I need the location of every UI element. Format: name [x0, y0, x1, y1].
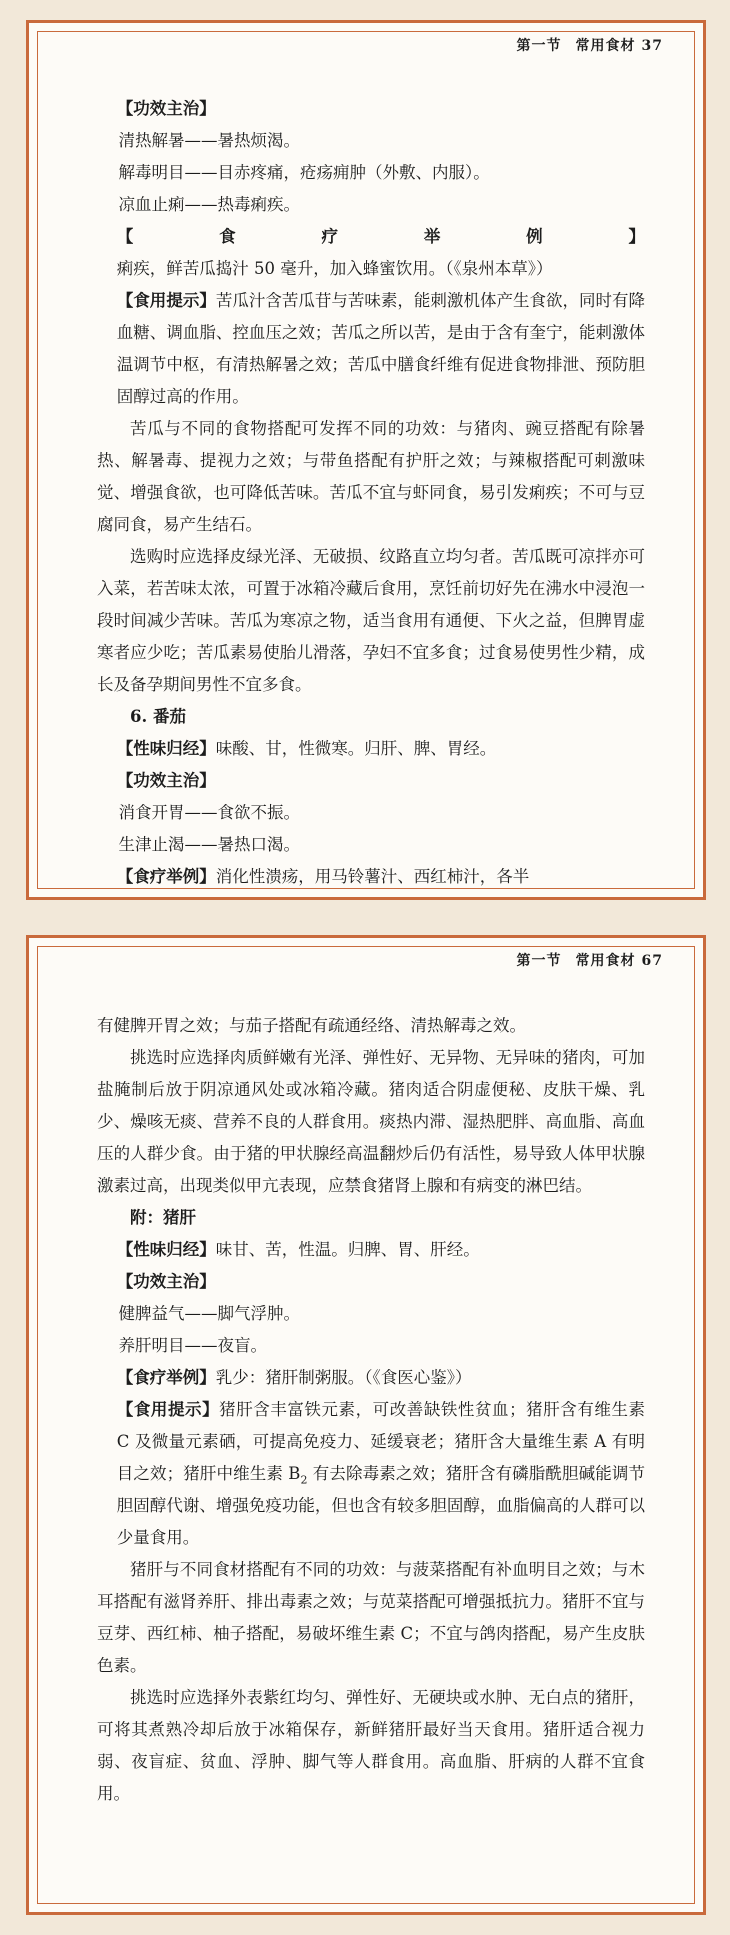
usage-tip: 【食用提示】猪肝含丰富铁元素，可改善缺铁性贫血；猪肝含有维生素 C 及微量元素硒，可提高免疫力、延缓衰老；猪肝含大量维生素 A 有明目之效；猪肝中维生素 $B_2$ 有去除毒素之效；猪肝含有磷脂酰胆碱能调节胆固醇代谢、增强免疫功能，但也含有较多胆固醇，血脂偏高的人群可以少量食用。 — [116, 1400, 646, 1547]
efficacy-item: 解毒明目——目赤疼痛，疮疡痈肿（外敷、内服）。 — [118, 163, 490, 182]
diet-therapy-example: 【食疗举例】消化性溃疡，用马铃薯汁、西红柿汁，各半 — [116, 867, 530, 886]
running-head — [517, 35, 663, 55]
efficacy-heading: 【功效主治】 — [116, 771, 216, 790]
efficacy-item: 健脾益气——脚气浮肿。 — [118, 1304, 300, 1323]
running-head — [517, 950, 663, 970]
efficacy-heading: 【功效主治】 — [116, 99, 216, 118]
page-number: 37 — [641, 38, 663, 54]
subsection-heading: 6. 番茄 — [130, 707, 186, 726]
paragraph: 挑选时应选择肉质鲜嫩有光泽、弹性好、无异物、无异味的猪肉，可加盐腌制后放于阴凉通风处或冰箱冷藏。猪肉适合阴虚便秘、皮肤干燥、乳少、燥咳无痰、营养不良的人群食用。痰热内滞、湿热肥胖、高血脂、高血压的人群少食。由于猪的甲状腺经高温翻炒后仍有活性，易导致人体甲状腺激素过高，出现类似甲亢表现，应禁食猪肾上腺和有病变的淋巴结。 — [97, 1048, 645, 1195]
efficacy-item: 清热解暑——暑热烦渴。 — [118, 131, 300, 150]
page-number: 67 — [641, 953, 663, 969]
section-label: 第一节 — [516, 953, 562, 969]
efficacy-heading: 【功效主治】 — [116, 1272, 216, 1291]
diet-therapy-example: 【食疗举例】痢疾，鲜苦瓜捣汁 50 毫升，加入蜂蜜饮用。（《泉州本草》） — [116, 227, 645, 278]
chapter-title: 常用食材 — [575, 953, 636, 969]
paragraph: 挑选时应选择外表紫红均匀、弹性好、无硬块或水肿、无白点的猪肝，可将其煮熟冷却后放于冰箱保存，新鲜猪肝最好当天食用。猪肝适合视力弱、夜盲症、贫血、浮肿、脚气等人群食用。高血脂、肝病的人群不宜食用。 — [97, 1688, 645, 1803]
efficacy-item: 生津止渴——暑热口渴。 — [118, 835, 300, 854]
usage-tip: 【食用提示】苦瓜汁含苦瓜苷与苦味素，能刺激机体产生食欲，同时有降血糖、调血脂、控血压之效；苦瓜之所以苦，是由于含有奎宁，能刺激体温调节中枢，有清热解暑之效；苦瓜中膳食纤维有促进食物排泄、预防胆固醇过高的作用。 — [116, 291, 646, 406]
page-body — [97, 93, 645, 893]
efficacy-item: 凉血止痢——热毒痢疾。 — [118, 195, 300, 214]
chapter-title: 常用食材 — [575, 38, 636, 54]
nature-meridian: 【性味归经】味酸、甘，性微寒。归肝、脾、胃经。 — [116, 739, 497, 758]
paragraph: 猪肝与不同食材搭配有不同的功效：与菠菜搭配有补血明目之效；与木耳搭配有滋肾养肝、排出毒素之效；与苋菜搭配可增强抵抗力。猪肝不宜与豆芽、西红柿、柚子搭配，易破坏维生素 C；不宜与鸽肉搭配，易产生皮肤色素。 — [97, 1560, 645, 1675]
paragraph: 选购时应选择皮绿光泽、无破损、纹路直立均匀者。苦瓜既可凉拌亦可入菜，若苦味太浓，可置于冰箱冷藏后食用，烹饪前切好先在沸水中浸泡一段时间减少苦味。苦瓜为寒凉之物，适当食用有通便、下火之益，但脾胃虚寒者应少吃；苦瓜素易使胎儿滑落，孕妇不宜多食；过食易使男性少精，成长及备孕期间男性不宜多食。 — [97, 547, 645, 694]
section-label: 第一节 — [516, 38, 562, 54]
paragraph: 苦瓜与不同的食物搭配可发挥不同的功效：与猪肉、豌豆搭配有除暑热、解暑毒、提视力之效；与带鱼搭配有护肝之效；与辣椒搭配可刺激味觉、增强食欲，也可降低苦味。苦瓜不宜与虾同食，易引发痢疾；不可与豆腐同食，易产生结石。 — [97, 419, 645, 534]
efficacy-item: 消食开胃——食欲不振。 — [118, 803, 300, 822]
efficacy-item: 养肝明目——夜盲。 — [118, 1336, 267, 1355]
diet-therapy-example: 【食疗举例】乳少：猪肝制粥服。（《食医心鉴》） — [116, 1368, 472, 1387]
subsection-heading: 附：猪肝 — [130, 1208, 196, 1227]
page-body — [97, 1010, 645, 1810]
book-page-67 — [26, 935, 706, 1915]
nature-meridian: 【性味归经】味甘、苦，性温。归脾、胃、肝经。 — [116, 1240, 480, 1259]
book-page-37 — [26, 20, 706, 900]
paragraph: 有健脾开胃之效；与茄子搭配有疏通经络、清热解毒之效。 — [97, 1016, 526, 1035]
